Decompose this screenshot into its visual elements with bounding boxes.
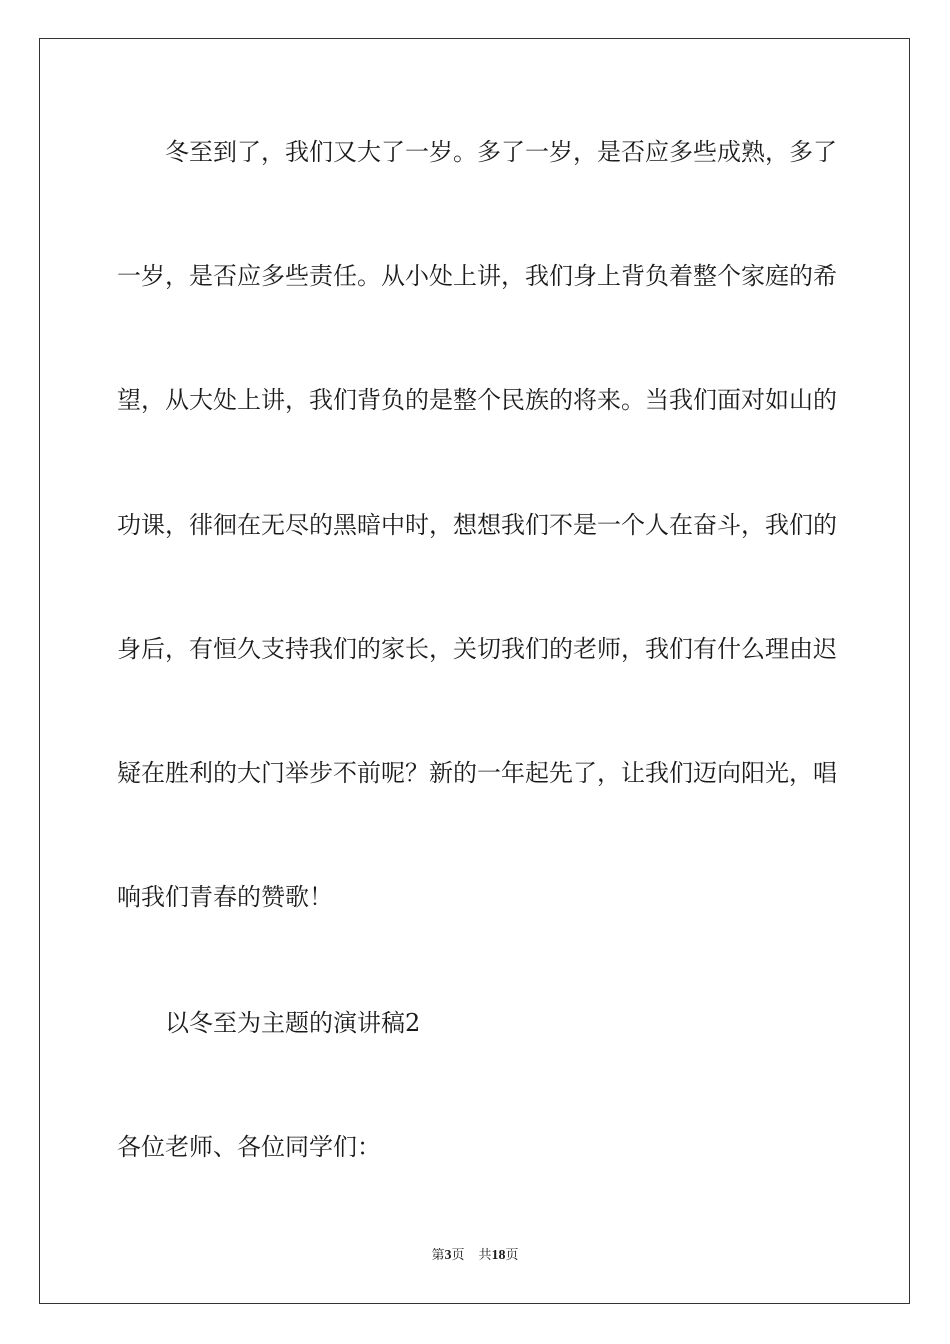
paragraph-line-6: 疑在胜利的大门举步不前呢？新的一年起先了，让我们迈向阳光，唱 [117, 759, 837, 787]
paragraph-line-1: 冬至到了，我们又大了一岁。多了一岁，是否应多些成熟，多了 [165, 138, 837, 166]
page-border [39, 38, 910, 1304]
footer-total-pages: 18 [491, 1248, 506, 1263]
footer-total-suffix: 页 [505, 1248, 519, 1263]
salutation: 各位老师、各位同学们： [117, 1133, 381, 1161]
section-title: 以冬至为主题的演讲稿2 [165, 1009, 421, 1037]
footer-page-suffix: 页 [451, 1248, 465, 1263]
page-footer [0, 1247, 950, 1265]
paragraph-line-4: 功课，徘徊在无尽的黑暗中时，想想我们不是一个人在奋斗，我们的 [117, 511, 837, 539]
footer-total-prefix: 共 [478, 1248, 492, 1263]
paragraph-line-5: 身后，有恒久支持我们的家长，关切我们的老师，我们有什么理由迟 [117, 635, 837, 663]
paragraph-line-3: 望，从大处上讲，我们背负的是整个民族的将来。当我们面对如山的 [117, 386, 837, 414]
footer-page-prefix: 第 [431, 1248, 445, 1263]
footer-page-number: 3 [444, 1248, 452, 1263]
paragraph-line-7: 响我们青春的赞歌！ [117, 883, 333, 911]
paragraph-line-2: 一岁，是否应多些责任。从小处上讲，我们身上背负着整个家庭的希 [117, 262, 837, 290]
